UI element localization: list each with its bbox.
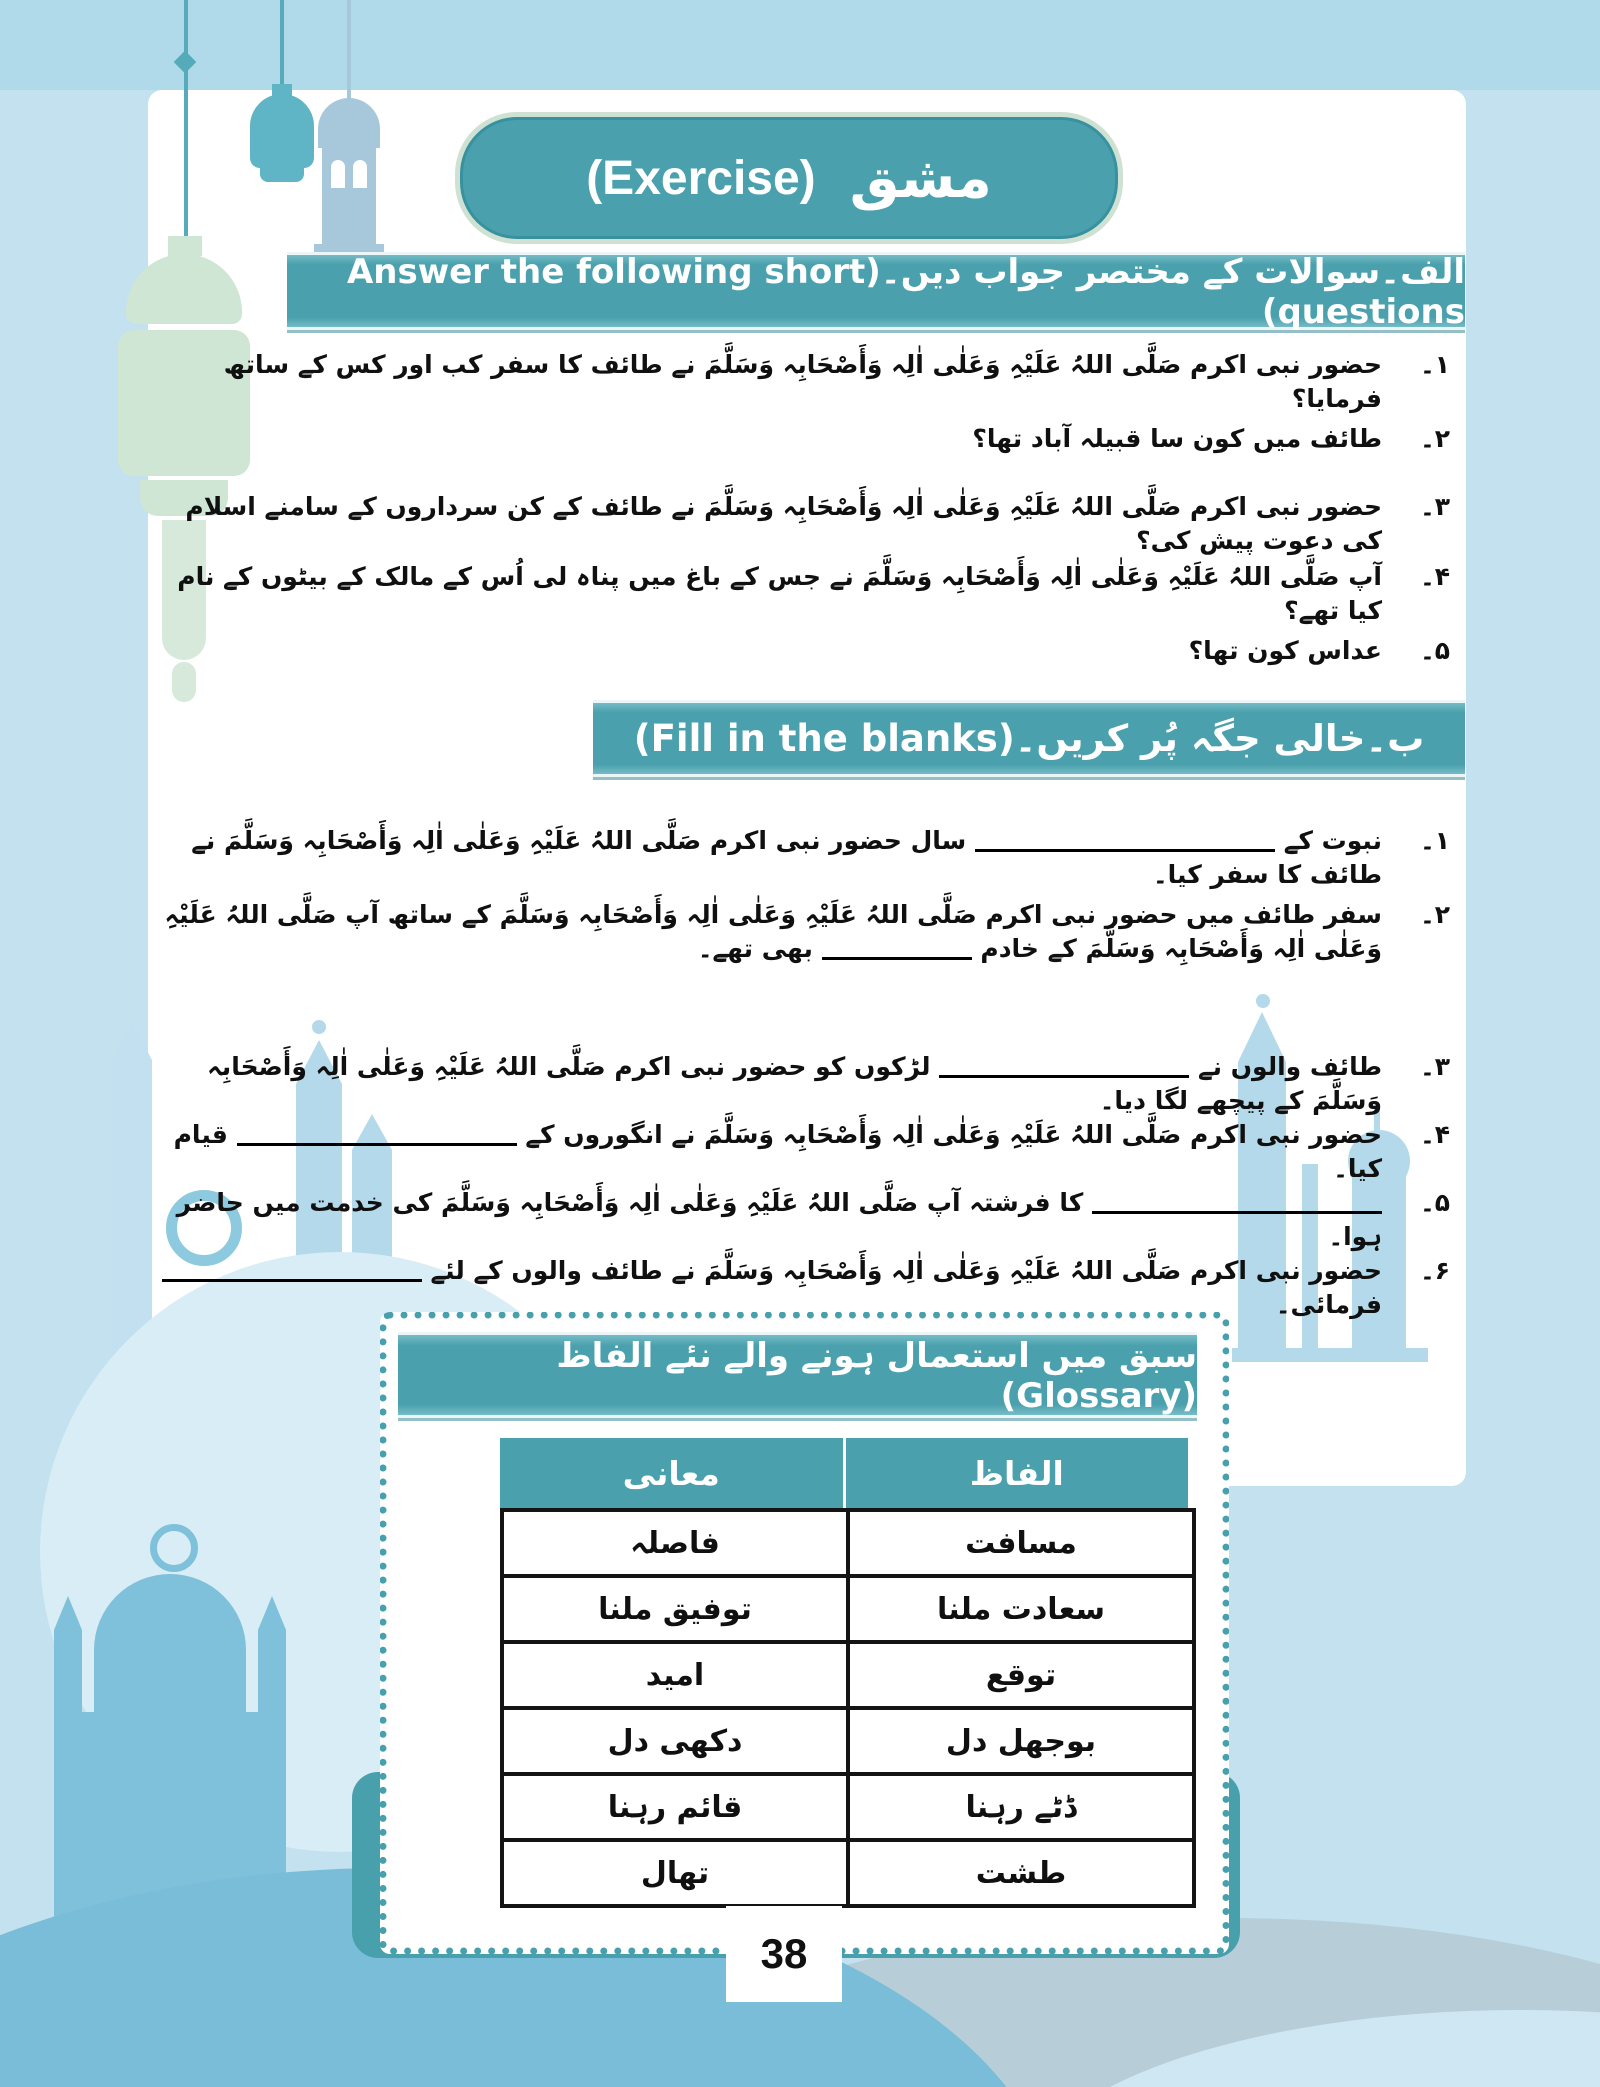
- green-lantern-icon: [168, 236, 202, 256]
- glossary-table: [500, 1508, 1196, 1908]
- mosque-tower-silhouette: [54, 1630, 82, 1930]
- blank-number: ۵۔: [1420, 1188, 1450, 1217]
- blank-number: ۱۔: [1420, 826, 1450, 855]
- question-number: ۵۔: [1420, 636, 1450, 665]
- blank-text: [150, 824, 1382, 892]
- glossary-meaning: قائم رہنا: [504, 1776, 850, 1838]
- minaret-base: [1232, 1348, 1428, 1362]
- question-text: آپ صَلَّی اللہُ عَلَیْہِ وَعَلٰی اٰلِہ وَأَصْحَابِہ وَسَلَّمَ نے جس کے باغ میں پناہ لی اُس کے مالک کے بیٹوں کے نام کیا تھے؟: [177, 562, 1382, 625]
- blank-text-before: نبوت کے: [1283, 826, 1382, 855]
- glossary-row: [504, 1512, 1192, 1574]
- blank-item: [150, 1186, 1450, 1254]
- exercise-title-pill: [455, 112, 1123, 244]
- question-item: [165, 560, 1450, 628]
- glossary-meaning: دکھی دل: [504, 1710, 850, 1772]
- mosque-tower-silhouette: [258, 1596, 286, 1630]
- lantern-string-decoration: [184, 0, 188, 244]
- exercise-title-english: (Exercise): [586, 151, 816, 205]
- mosque-dome-silhouette: [94, 1574, 246, 1724]
- glossary-meaning: تھال: [504, 1842, 850, 1904]
- glossary-meaning: فاصلہ: [504, 1512, 850, 1574]
- question-number: ۳۔: [1420, 492, 1450, 521]
- minaret-finial: [312, 1020, 326, 1034]
- question-text: حضور نبی اکرم صَلَّی اللہُ عَلَیْہِ وَعَلٰی اٰلِہ وَأَصْحَابِہ وَسَلَّمَ نے طائف کے کن سرداروں کے سامنے اسلام کی دعوت پیش کی؟: [185, 492, 1382, 555]
- question-item: [165, 490, 1450, 558]
- blank-number: ۲۔: [1420, 900, 1450, 929]
- blank-number: ۴۔: [1420, 1120, 1450, 1149]
- glossary-word: سعادت ملنا: [936, 1591, 1106, 1627]
- glossary-header-meanings: معانی: [500, 1438, 846, 1508]
- blank-text-before: حضور نبی اکرم صَلَّی اللہُ عَلَیْہِ وَعَلٰی اٰلِہ وَأَصْحَابِہ وَسَلَّمَ نے انگوروں کے: [525, 1120, 1382, 1149]
- lantern-window: [353, 160, 367, 188]
- glossary-row: [504, 1706, 1192, 1772]
- blank-text-after: کا فرشتہ آپ صَلَّی اللہُ عَلَیْہِ وَعَلٰی اٰلِہ وَأَصْحَابِہ وَسَلَّمَ کی خدمت میں حاضر ہوا۔: [176, 1188, 1382, 1251]
- glossary-row: [504, 1574, 1192, 1640]
- fill-blank-line: [162, 1259, 422, 1282]
- blank-number: ۳۔: [1420, 1052, 1450, 1081]
- glossary-row: [504, 1640, 1192, 1706]
- blank-item: [150, 824, 1450, 892]
- blank-text-after: لڑکوں کو حضور نبی اکرم صَلَّی اللہُ عَلَیْہِ وَعَلٰی اٰلِہ وَأَصْحَابِہ وَسَلَّمَ کے پیچھے لگا دیا۔: [207, 1052, 1382, 1115]
- teal-lantern-icon: [250, 94, 314, 168]
- blank-text-after: بھی تھے۔: [697, 933, 813, 963]
- glossary-table-header: [500, 1438, 1188, 1508]
- blue-lantern-icon: [322, 148, 376, 244]
- blank-text: [150, 1050, 1382, 1118]
- teal-lantern-icon: [260, 168, 304, 182]
- question-text: حضور نبی اکرم صَلَّی اللہُ عَلَیْہِ وَعَلٰی اٰلِہ وَأَصْحَابِہ وَسَلَّمَ نے طائف کا سفر کب اور کس کے ساتھ فرمایا؟: [223, 350, 1382, 413]
- blank-text: [150, 898, 1382, 966]
- glossary-row: [504, 1838, 1192, 1904]
- minaret-finial: [1256, 994, 1270, 1008]
- top-blue-band: [0, 0, 1600, 90]
- fill-blank-line: [822, 937, 972, 960]
- fill-blank-line: [939, 1055, 1189, 1078]
- question-text: طائف میں کون سا قبیلہ آباد تھا؟: [972, 424, 1382, 453]
- blank-text: [150, 1118, 1382, 1186]
- blank-item: [150, 1050, 1450, 1118]
- section-a-banner: الف۔سوالات کے مختصر جواب دیں۔(Answer the following short questions): [287, 252, 1465, 330]
- glossary-word: توقع: [985, 1657, 1057, 1693]
- blank-text-after: فرمائی۔: [1275, 1289, 1382, 1319]
- blank-text-before: طائف والوں نے: [1197, 1052, 1382, 1081]
- question-item: [165, 634, 1450, 668]
- glossary-header-words: الفاظ: [969, 1453, 1064, 1493]
- glossary-word: مسافت: [965, 1525, 1077, 1561]
- glossary-word: ڈٹے رہنا: [965, 1789, 1077, 1825]
- blank-number: ۶۔: [1420, 1256, 1450, 1285]
- fill-blank-line: [975, 829, 1275, 852]
- blank-text-before: حضور نبی اکرم صَلَّی اللہُ عَلَیْہِ وَعَلٰی اٰلِہ وَأَصْحَابِہ وَسَلَّمَ نے طائف والوں کے لئے: [430, 1256, 1382, 1285]
- page-number: 38: [726, 1906, 842, 2002]
- exercise-title-urdu: مشق: [849, 145, 992, 211]
- glossary-banner: سبق میں استعمال ہونے والے نئے الفاظ (Glossary): [398, 1332, 1197, 1418]
- blank-text: [150, 1186, 1382, 1254]
- question-text: عداس کون تھا؟: [1188, 636, 1382, 665]
- glossary-word: بوجھل دل: [945, 1723, 1097, 1759]
- glossary-meaning: امید: [504, 1644, 850, 1706]
- question-number: ۲۔: [1420, 424, 1450, 453]
- question-item: [165, 348, 1450, 416]
- glossary-word: طشت: [975, 1855, 1067, 1891]
- question-number: ۱۔: [1420, 350, 1450, 379]
- glossary-meaning: توفیق ملنا: [504, 1578, 850, 1640]
- lantern-string-decoration: [347, 0, 351, 100]
- section-b-banner: ب۔خالی جگہ پُر کریں۔(Fill in the blanks): [593, 700, 1465, 777]
- fill-blank-line: [237, 1123, 517, 1146]
- question-item: [165, 422, 1450, 456]
- blank-text-after: قیام کیا۔: [173, 1120, 1382, 1183]
- blank-text-after: سال حضور نبی اکرم صَلَّی اللہُ عَلَیْہِ وَعَلٰی اٰلِہ وَأَصْحَابِہ وَسَلَّمَ نے طائف کا سفر کیا۔: [191, 826, 1382, 889]
- question-number: ۴۔: [1420, 562, 1450, 591]
- fill-blank-line: [1092, 1191, 1382, 1214]
- lantern-string-decoration: [280, 0, 284, 92]
- crescent-icon: [150, 1524, 198, 1572]
- blank-text-before: سفر طائف میں حضور نبی اکرم صَلَّی اللہُ عَلَیْہِ وَعَلٰی اٰلِہ وَأَصْحَابِہ وَسَلَّمَ کے ساتھ آپ صَلَّی اللہُ عَلَیْہِ وَعَلٰی اٰلِہ وَأَصْحَابِہ وَسَلَّمَ کے خادم: [164, 900, 1382, 963]
- mosque-tower-silhouette: [54, 1596, 82, 1630]
- lantern-window: [331, 160, 345, 188]
- green-lantern-icon: [172, 662, 196, 702]
- blank-item: [150, 898, 1450, 966]
- blank-item: [150, 1118, 1450, 1186]
- minaret-silhouette: [112, 1022, 152, 1060]
- glossary-row: [504, 1772, 1192, 1838]
